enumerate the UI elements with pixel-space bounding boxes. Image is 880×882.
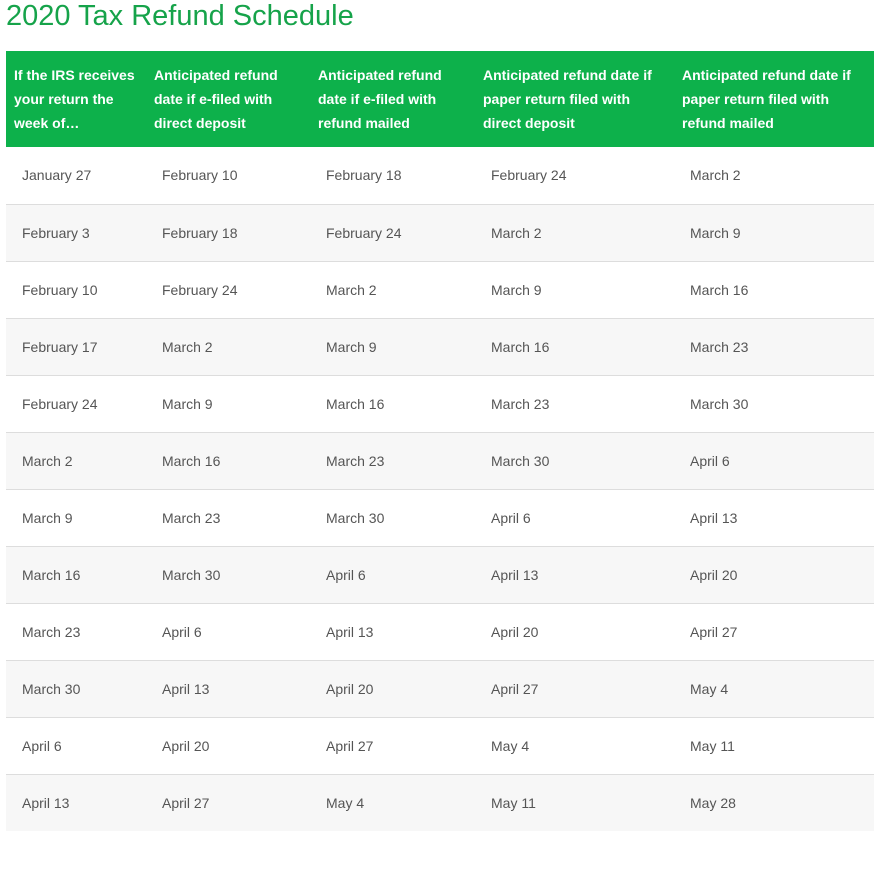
table-body: [6, 147, 874, 831]
cell-paper-refund-mailed: March 16: [674, 261, 874, 318]
cell-efiled-direct-deposit: April 6: [146, 603, 310, 660]
cell-paper-refund-mailed: March 2: [690, 167, 741, 184]
cell-irs-receives-week: March 2: [6, 432, 146, 489]
cell-paper-refund-mailed: May 4: [674, 660, 874, 717]
cell-paper-refund-mailed: May 28: [674, 774, 874, 831]
cell-efiled-direct-deposit: March 23: [146, 489, 310, 546]
cell-paper-direct-deposit: April 27: [475, 660, 674, 717]
table-row: [6, 660, 874, 717]
table-row: [6, 432, 874, 489]
cell-irs-receives-week: February 17: [6, 318, 146, 375]
cell-paper-refund-mailed: March 30: [674, 375, 874, 432]
cell-paper-refund-mailed: May 11: [674, 717, 874, 774]
cell-paper-direct-deposit: April 6: [475, 489, 674, 546]
header-efiled-refund-mailed: Anticipated refund date if e-filed with refund mailed: [318, 67, 442, 131]
cell-paper-direct-deposit: May 11: [475, 774, 674, 831]
cell-efiled-direct-deposit: February 10: [162, 167, 238, 184]
table-row: [6, 774, 874, 831]
table-row: [6, 489, 874, 546]
cell-efiled-direct-deposit: March 9: [146, 375, 310, 432]
cell-irs-receives-week: April 13: [6, 774, 146, 831]
cell-paper-refund-mailed: March 9: [674, 204, 874, 261]
cell-efiled-direct-deposit: April 27: [146, 774, 310, 831]
cell-paper-direct-deposit: March 30: [475, 432, 674, 489]
table-row: [6, 261, 874, 318]
cell-paper-direct-deposit: March 2: [475, 204, 674, 261]
cell-efiled-direct-deposit: February 24: [146, 261, 310, 318]
cell-irs-receives-week: March 9: [6, 489, 146, 546]
table-header: [6, 51, 874, 147]
refund-schedule-table-container: [6, 51, 874, 831]
cell-efiled-refund-mailed: February 18: [326, 167, 402, 184]
header-row: [6, 51, 874, 147]
header-paper-direct-deposit: Anticipated refund date if paper return filed with direct deposit: [483, 67, 652, 131]
header-paper-refund-mailed: Anticipated refund date if paper return filed with refund mailed: [682, 67, 851, 131]
cell-efiled-refund-mailed: March 23: [310, 432, 475, 489]
cell-irs-receives-week: February 3: [6, 204, 146, 261]
header-irs-receives-week: If the IRS receives your return the week of…: [14, 67, 135, 131]
cell-efiled-refund-mailed: March 9: [310, 318, 475, 375]
cell-efiled-refund-mailed: April 13: [310, 603, 475, 660]
cell-efiled-refund-mailed: April 6: [310, 546, 475, 603]
cell-efiled-refund-mailed: April 27: [310, 717, 475, 774]
cell-efiled-direct-deposit: March 30: [146, 546, 310, 603]
table-row: [6, 717, 874, 774]
cell-paper-refund-mailed: April 27: [674, 603, 874, 660]
cell-efiled-direct-deposit: February 18: [146, 204, 310, 261]
table-row: [6, 603, 874, 660]
cell-irs-receives-week: March 16: [6, 546, 146, 603]
cell-efiled-direct-deposit: April 13: [146, 660, 310, 717]
cell-irs-receives-week: April 6: [6, 717, 146, 774]
cell-paper-direct-deposit: May 4: [475, 717, 674, 774]
table-row: [6, 546, 874, 603]
cell-irs-receives-week: February 10: [6, 261, 146, 318]
cell-efiled-refund-mailed: April 20: [310, 660, 475, 717]
cell-irs-receives-week: January 27: [22, 167, 92, 184]
cell-irs-receives-week: March 23: [6, 603, 146, 660]
table-row: [6, 375, 874, 432]
cell-efiled-direct-deposit: March 2: [146, 318, 310, 375]
cell-paper-refund-mailed: April 13: [674, 489, 874, 546]
cell-paper-refund-mailed: April 6: [674, 432, 874, 489]
cell-efiled-refund-mailed: March 16: [310, 375, 475, 432]
cell-paper-direct-deposit: March 9: [475, 261, 674, 318]
cell-paper-direct-deposit: April 20: [475, 603, 674, 660]
cell-paper-refund-mailed: April 20: [674, 546, 874, 603]
cell-paper-direct-deposit: April 13: [475, 546, 674, 603]
table-row: [6, 147, 874, 204]
refund-schedule-table: [6, 51, 874, 831]
header-efiled-direct-deposit: Anticipated refund date if e-filed with direct deposit: [154, 67, 278, 131]
cell-efiled-refund-mailed: March 2: [310, 261, 475, 318]
cell-efiled-direct-deposit: April 20: [146, 717, 310, 774]
cell-irs-receives-week: February 24: [6, 375, 146, 432]
table-row: [6, 204, 874, 261]
table-row: [6, 318, 874, 375]
cell-paper-refund-mailed: March 23: [674, 318, 874, 375]
cell-paper-direct-deposit: February 24: [491, 167, 567, 184]
cell-paper-direct-deposit: March 23: [475, 375, 674, 432]
cell-efiled-refund-mailed: May 4: [310, 774, 475, 831]
cell-irs-receives-week: March 30: [6, 660, 146, 717]
cell-efiled-direct-deposit: March 16: [146, 432, 310, 489]
page-title: 2020 Tax Refund Schedule: [6, 0, 354, 32]
cell-efiled-refund-mailed: March 30: [310, 489, 475, 546]
cell-paper-direct-deposit: March 16: [475, 318, 674, 375]
cell-efiled-refund-mailed: February 24: [310, 204, 475, 261]
